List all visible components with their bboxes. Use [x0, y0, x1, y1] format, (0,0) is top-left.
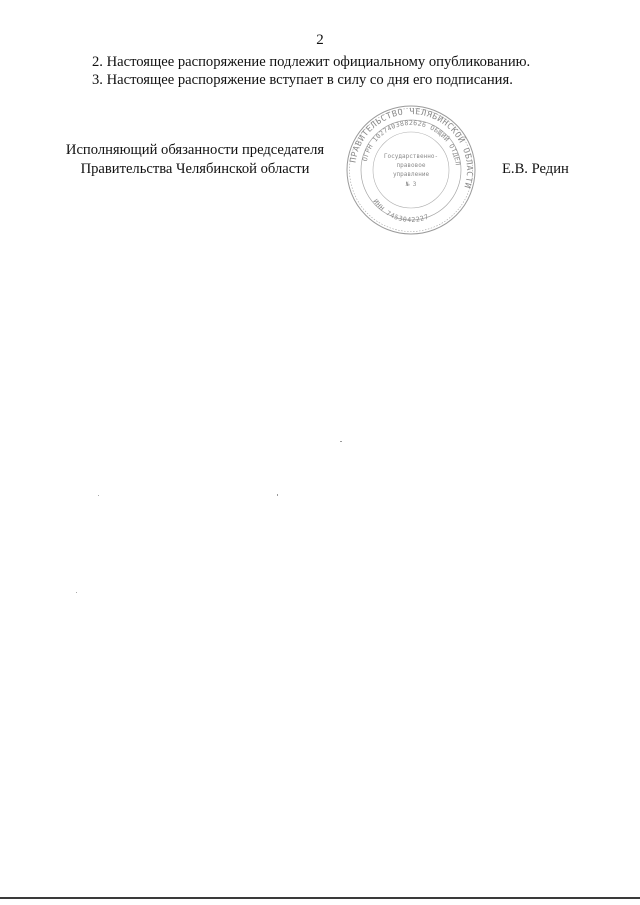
seal-outer-text: ПРАВИТЕЛЬСТВО ЧЕЛЯБИНСКОЙ ОБЛАСТИ [347, 105, 476, 190]
signatory-position-line2: Правительства Челябинской области [80, 161, 310, 177]
seal-center-line2: правовое [396, 162, 426, 169]
seal-center-line4: № 3 [405, 181, 417, 188]
signatory-position [40, 141, 350, 179]
seal-center-line1: Государственно- [383, 153, 439, 160]
official-seal [344, 103, 478, 237]
scan-speck [98, 495, 99, 496]
paragraph-publication: 2. Настоящее распоряжение подлежит официальному опубликованию. [92, 54, 531, 70]
signer-name: Е.В. Редин [502, 161, 569, 177]
paragraph-effective-date: 3. Настоящее распоряжение вступает в силу со дня его подписания. [92, 72, 513, 88]
official-seal-icon [344, 103, 478, 237]
scan-speck [340, 441, 342, 442]
scan-speck [277, 494, 278, 496]
seal-center-line3: управление [392, 171, 430, 178]
signatory-position-line1: Исполняющий обязанности председателя [65, 142, 325, 158]
seal-middle-text: ОГРН 1027403882626 ОБЩИЙ ОТДЕЛ [360, 118, 462, 167]
page-number: 2 [316, 32, 324, 48]
scan-speck [76, 592, 77, 593]
seal-bottom-text: ИНН 7453042227 [371, 197, 431, 225]
scan-bottom-edge [0, 897, 640, 899]
